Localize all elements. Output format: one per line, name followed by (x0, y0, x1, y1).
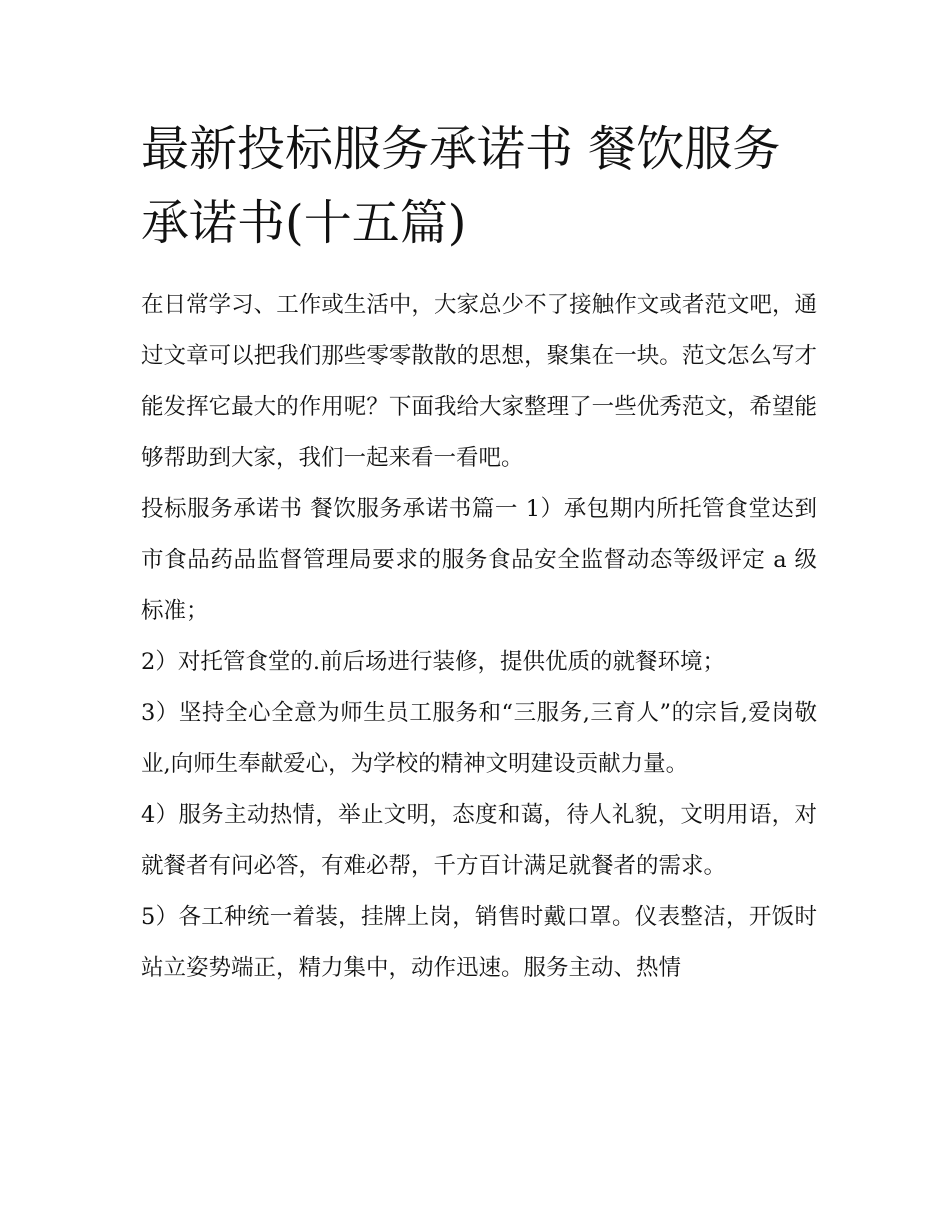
document-title: 最新投标服务承诺书 餐饮服务承诺书(十五篇) (141, 121, 781, 251)
paragraph-item-2: 2）对托管食堂的.前后场进行装修，提供优质的就餐环境； (141, 649, 725, 675)
paragraph-item-1: 投标服务承诺书 餐饮服务承诺书篇一 1）承包期内所托管食堂达到市食品药品监督管理局要求的服务食品安全监督动态等级评定 a 级标准； (141, 496, 817, 624)
paragraph-item-5: 5）各工种统一着装，挂牌上岗，销售时戴口罩。仪表整洁，开饭时站立姿势端正，精力集中，动作迅速。服务主动、热情 (141, 904, 817, 981)
paragraph-item-3: 3）坚持全心全意为师生员工服务和“三服务,三育人”的宗旨,爱岗敬业,向师生奉献爱心，为学校的精神文明建设贡献力量。 (141, 700, 817, 777)
document-body (141, 280, 817, 994)
paragraph-intro: 在日常学习、工作或生活中，大家总少不了接触作文或者范文吧，通过文章可以把我们那些零零散散的思想，聚集在一块。范文怎么写才能发挥它最大的作用呢？下面我给大家整理了一些优秀范文，希望能够帮助到大家，我们一起来看一看吧。 (141, 292, 817, 471)
paragraph-item-4: 4）服务主动热情，举止文明，态度和蔼，待人礼貌，文明用语，对就餐者有问必答，有难必帮，千方百计满足就餐者的需求。 (141, 802, 817, 879)
